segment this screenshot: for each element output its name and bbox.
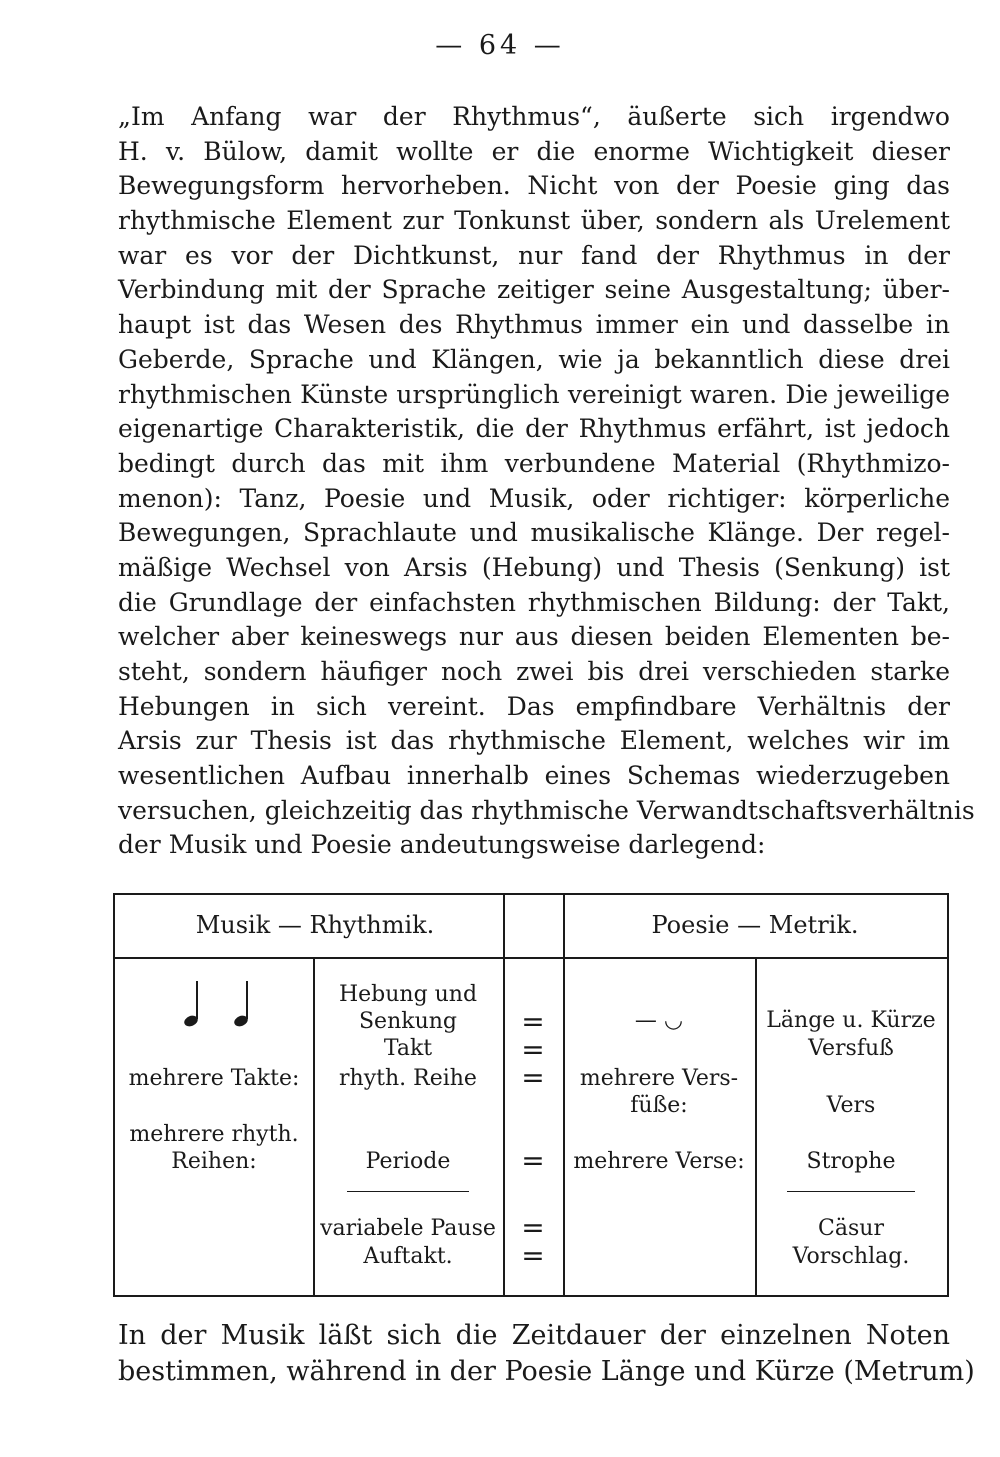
text-line: H. v. Bülow, damit wollte er die enorme Wichtigkeit dieser (118, 136, 950, 166)
rhythm-term: rhyth. Reihe (339, 1066, 477, 1091)
body-paragraph (118, 100, 975, 863)
rhythm-term: Hebung und (338, 982, 478, 1007)
equals-sign: = (521, 1005, 545, 1038)
text-line: Bewegungen, Sprachlaute und musikalische Klänge. Der regel- (118, 518, 950, 548)
text-line: bedingt durch das mit ihm verbundene Material (Rhythmizo- (118, 448, 950, 478)
text-line: bestimmen, während in der Poesie Länge und Kürze (Metrum) (118, 1356, 975, 1387)
text-line: war es vor der Dichtkunst, nur fand der Rhythmus in der (118, 240, 950, 270)
header-poetry-metric: Poesie — Metrik. (651, 911, 859, 939)
rhythm-term: variabele Pause (320, 1216, 496, 1241)
music-label: Reihen: (171, 1149, 257, 1174)
equals-sign: = (521, 1144, 545, 1177)
rhythm-term: Senkung (358, 1009, 457, 1034)
equals-sign: = (521, 1033, 545, 1066)
equals-sign: = (521, 1061, 545, 1094)
closing-paragraph (118, 1318, 975, 1390)
text-line: die Grundlage der einfachsten rhythmischen Bildung: der Takt, (118, 587, 950, 617)
text-line: der Musik und Poesie andeutungsweise darlegend: (118, 830, 766, 860)
text-line: steht, sondern häufiger noch zwei bis drei verschieden starke (118, 657, 950, 686)
meter-term: Versfuß (808, 1036, 894, 1061)
text-line: rhythmischen Künste ursprünglich vereinigt waren. Die jeweilige (118, 379, 950, 409)
poetry-term: füße: (630, 1093, 688, 1118)
text-line: wesentlichen Aufbau innerhalb eines Schemas wiederzugeben (118, 761, 950, 791)
music-label: mehrere Takte: (128, 1066, 300, 1091)
text-line: Bewegungsform hervorheben. Nicht von der Poesie ging das (118, 171, 950, 201)
rhythm-term: Auftakt. (363, 1244, 453, 1269)
text-line: „Im Anfang war der Rhythmus“, äußerte sich irgendwo (118, 102, 950, 131)
rhythm-meter-scheme (113, 893, 949, 1297)
text-line: menon): Tanz, Poesie und Musik, oder richtiger: körperliche (118, 483, 950, 513)
section-rule (347, 1191, 469, 1192)
music-label: mehrere rhyth. (129, 1122, 299, 1147)
text-line: Hebungen in sich vereint. Das empfindbare Verhältnis der (118, 691, 950, 721)
meter-term: Strophe (806, 1149, 896, 1174)
section-rule (787, 1191, 915, 1192)
text-line: haupt ist das Wesen des Rhythmus immer ein und dasselbe in (118, 310, 950, 340)
text-line: mäßige Wechsel von Arsis (Hebung) und Thesis (Senkung) ist (118, 552, 950, 582)
quarter-notes-icon (183, 977, 263, 1033)
page-number: — 64 — (435, 30, 565, 61)
text-line: welcher aber keineswegs nur aus diesen beiden Elementen be- (118, 622, 950, 652)
text-line: Verbindung mit der Sprache zeitiger seine Ausgestaltung; über- (118, 275, 950, 305)
meter-term: Länge u. Kürze (766, 1008, 936, 1033)
column-divider (503, 895, 505, 1295)
rhythm-term: Takt (383, 1036, 433, 1061)
text-line: Geberde, Sprache und Klängen, wie ja bekanntlich diese drei (118, 344, 950, 374)
poetry-term: mehrere Vers- (579, 1066, 739, 1091)
text-line: Arsis zur Thesis ist das rhythmische Element, welches wir im (118, 726, 950, 756)
poetry-term: mehrere Verse: (573, 1149, 745, 1174)
rhythm-term: Periode (365, 1149, 451, 1174)
text-line: versuchen, gleichzeitig das rhythmische Verwandtschaftsverhältnis (118, 795, 975, 825)
header-divider (115, 957, 947, 959)
header-music-rhythmic: Musik — Rhythmik. (195, 911, 435, 939)
equals-sign: = (521, 1239, 545, 1272)
meter-term: Vers (826, 1093, 876, 1118)
meter-term: Vorschlag. (792, 1244, 910, 1269)
text-line: eigenartige Charakteristik, die der Rhythmus erfährt, ist jedoch (118, 414, 950, 444)
text-line: rhythmische Element zur Tonkunst über, sondern als Urelement (118, 206, 950, 236)
text-line: In der Musik läßt sich die Zeitdauer der einzelnen Noten (118, 1320, 950, 1351)
poetry-term: — ◡ (634, 1008, 684, 1033)
meter-term: Cäsur (818, 1216, 884, 1241)
equals-sign: = (521, 1211, 545, 1244)
